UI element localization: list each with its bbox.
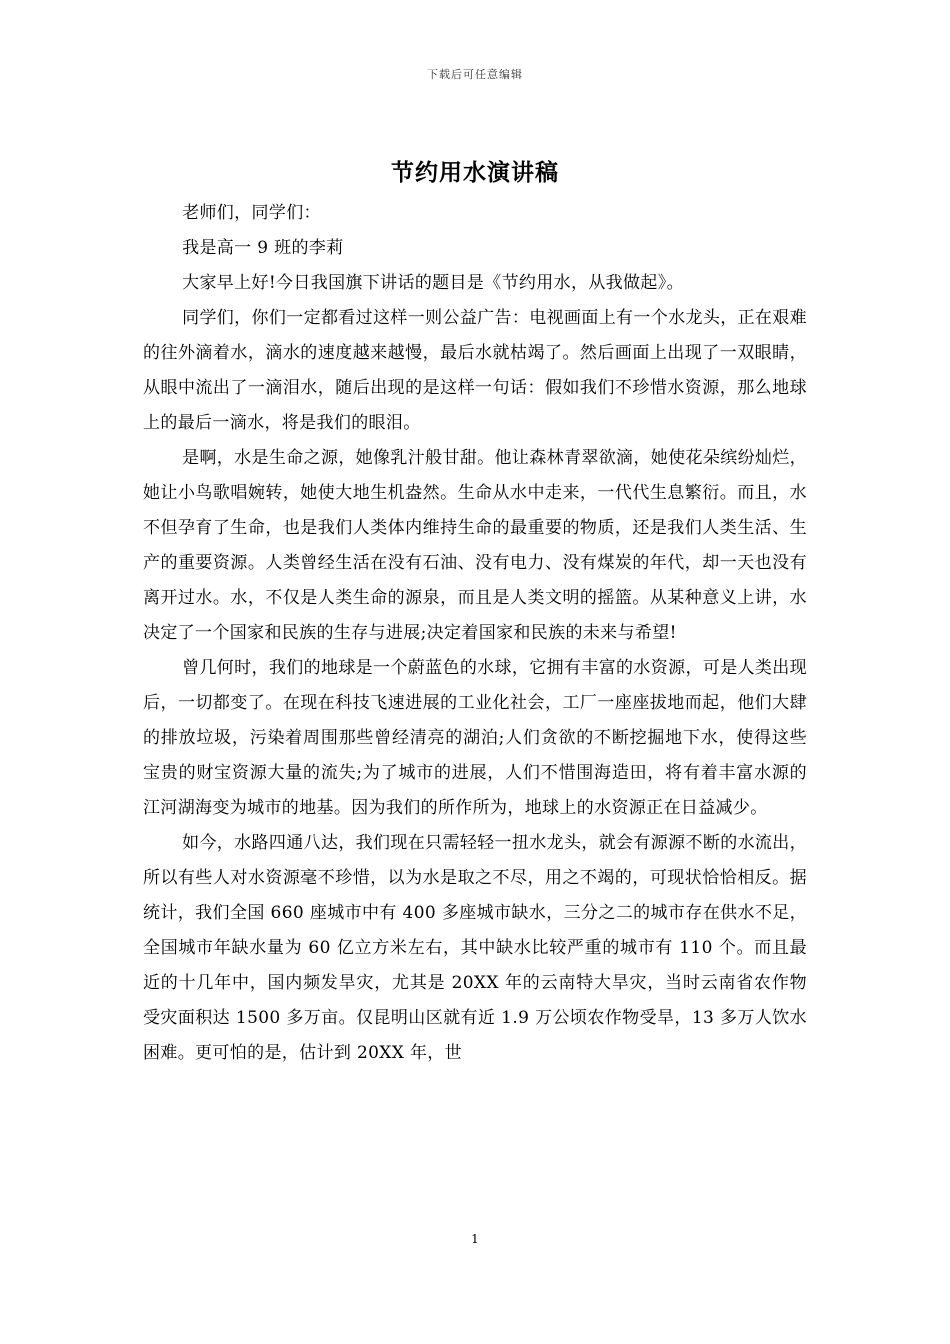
paragraph-self-intro: 我是高一 9 班的李莉 [182,238,344,258]
header-note: 下载后可任意编辑 [427,68,523,81]
document-body [143,196,807,1071]
paragraph-ad: 同学们，你们一定都看过这样一则公益广告：电视画面上有一个水龙头，正在艰难的往外滴着水，滴水的速度越来越慢，最后水就枯竭了。然后画面上出现了一双眼睛，从眼中流出了一滴泪水，随后出现的是这样一句话：假如我们不珍惜水资源，那么地球上的最后一滴水，将是我们的眼泪。 [143,308,807,433]
paragraph-water-life: 是啊，水是生命之源，她像乳汁般甘甜。他让森林青翠欲滴，她使花朵缤纷灿烂，她让小鸟歌唱婉转，她使大地生机盎然。生命从水中走来，一代代生息繁衍。而且，水不但孕育了生命，也是我们人类体内维持生命的最重要的物质，还是我们人类生活、生产的重要资源。人类曾经生活在没有石油、没有电力、没有煤炭的年代，却一天也没有离开过水。水，不仅是人类生命的源泉，而且是人类文明的摇篮。从某种意义上讲，水决定了一个国家和民族的生存与进展;决定着国家和民族的未来与希望! [143,448,807,643]
paragraph-topic: 大家早上好!今日我国旗下讲话的题目是《节约用水，从我做起》。 [182,273,684,293]
page-number: 1 [471,1232,479,1246]
paragraph-statistics: 如今，水路四通八达，我们现在只需轻轻一扭水龙头，就会有源源不断的水流出，所以有些人对水资源毫不珍惜，以为水是取之不尽，用之不竭的，可现状恰恰相反。据统计，我们全国 660 座城市中有 400 多座城市缺水，三分之二的城市存在供水不足，全国城市年缺水量为 60 亿立方米左右，其中缺水比较严重的城市有 110 个。而且最近的十几年中，国内频发旱灾，尤其是 20XX 年的云南特大旱灾，当时云南省农作物受灾面积达 1500 多万亩。仅昆明山区就有近 1.9 万公顷农作物受旱，13 多万人饮水困难。更可怕的是，估计到 20XX 年，世 [143,833,807,1063]
document-title: 节约用水演讲稿 [391,159,559,186]
paragraph-pollution: 曾几何时，我们的地球是一个蔚蓝色的水球，它拥有丰富的水资源，可是人类出现后，一切都变了。在现在科技飞速进展的工业化社会，工厂一座座拔地而起，他们大肆的排放垃圾，污染着周围那些曾经清亮的湖泊;人们贪欲的不断挖掘地下水，使得这些宝贵的财宝资源大量的流失;为了城市的进展，人们不惜围海造田，将有着丰富水源的江河湖海变为城市的地基。因为我们的所作所为，地球上的水资源正在日益减少。 [143,658,807,818]
paragraph-greeting: 老师们，同学们： [182,203,321,223]
